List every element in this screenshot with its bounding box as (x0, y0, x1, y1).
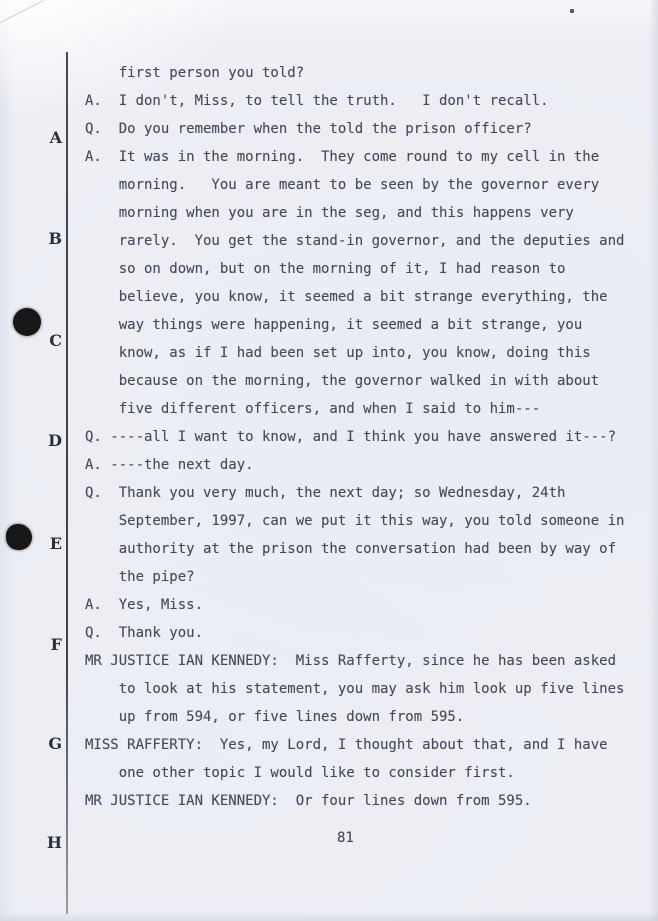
transcript-line: morning. You are meant to be seen by the governor every (85, 177, 600, 193)
margin-letter-b: B (48, 229, 62, 248)
transcript-line: way things were happening, it seemed a bit strange, you (85, 317, 583, 333)
transcript-line: so on down, but on the morning of it, I had reason to (85, 261, 566, 277)
transcript-line: five different officers, and when I said to him--- (85, 401, 541, 417)
transcript-text-block (85, 59, 624, 815)
transcript-line: authority at the prison the conversation had been by way of (85, 541, 617, 557)
transcript-line: A. ----the next day. (85, 457, 254, 473)
transcript-line: MISS RAFFERTY: Yes, my Lord, I thought about that, and I have (85, 737, 608, 753)
transcript-line: up from 594, or five lines down from 595. (85, 709, 465, 725)
transcript-line: know, as if I had been set up into, you know, doing this (85, 345, 591, 361)
transcript-line: A. I don't, Miss, to tell the truth. I don't recall. (85, 93, 549, 109)
margin-letter-f: F (50, 635, 62, 654)
transcript-line: the pipe? (85, 569, 195, 585)
transcript-line: rarely. You get the stand-in governor, and the deputies and (85, 233, 625, 249)
transcript-line: Q. Thank you very much, the next day; so Wednesday, 24th (85, 485, 566, 501)
paper-corner-fold (0, 0, 43, 24)
margin-letter-h: H (46, 833, 62, 852)
transcript-line: A. Yes, Miss. (85, 597, 204, 613)
transcript-line: Q. Do you remember when the told the prison officer? (85, 121, 532, 137)
transcript-line: Q. ----all I want to know, and I think you have answered it---? (85, 429, 617, 445)
margin-letter-a: A (49, 128, 62, 147)
ink-speck (570, 9, 574, 13)
transcript-line: morning when you are in the seg, and this happens very (85, 205, 574, 221)
punch-hole-bottom (6, 524, 32, 550)
transcript-line: one other topic I would like to consider first. (85, 765, 515, 781)
margin-letter-e: E (49, 534, 62, 553)
transcript-line: believe, you know, it seemed a bit strange everything, the (85, 289, 608, 305)
margin-letter-c: C (49, 331, 62, 350)
punch-hole-top (13, 308, 41, 336)
transcript-line: to look at his statement, you may ask him look up five lines (85, 681, 625, 697)
transcript-line: first person you told? (85, 65, 305, 81)
transcript-line: because on the morning, the governor walked in with about (85, 373, 600, 389)
transcript-line: Q. Thank you. (85, 625, 204, 641)
transcript-line: September, 1997, can we put it this way, you told someone in (85, 513, 625, 529)
transcript-line: MR JUSTICE IAN KENNEDY: Miss Rafferty, since he has been asked (85, 653, 617, 669)
margin-letter-d: D (48, 431, 62, 450)
margin-vertical-rule (66, 52, 68, 914)
transcript-line: MR JUSTICE IAN KENNEDY: Or four lines down from 595. (85, 793, 532, 809)
page-number: 81 (337, 830, 354, 846)
transcript-line: A. It was in the morning. They come round to my cell in the (85, 149, 600, 165)
margin-letter-g: G (48, 734, 62, 753)
